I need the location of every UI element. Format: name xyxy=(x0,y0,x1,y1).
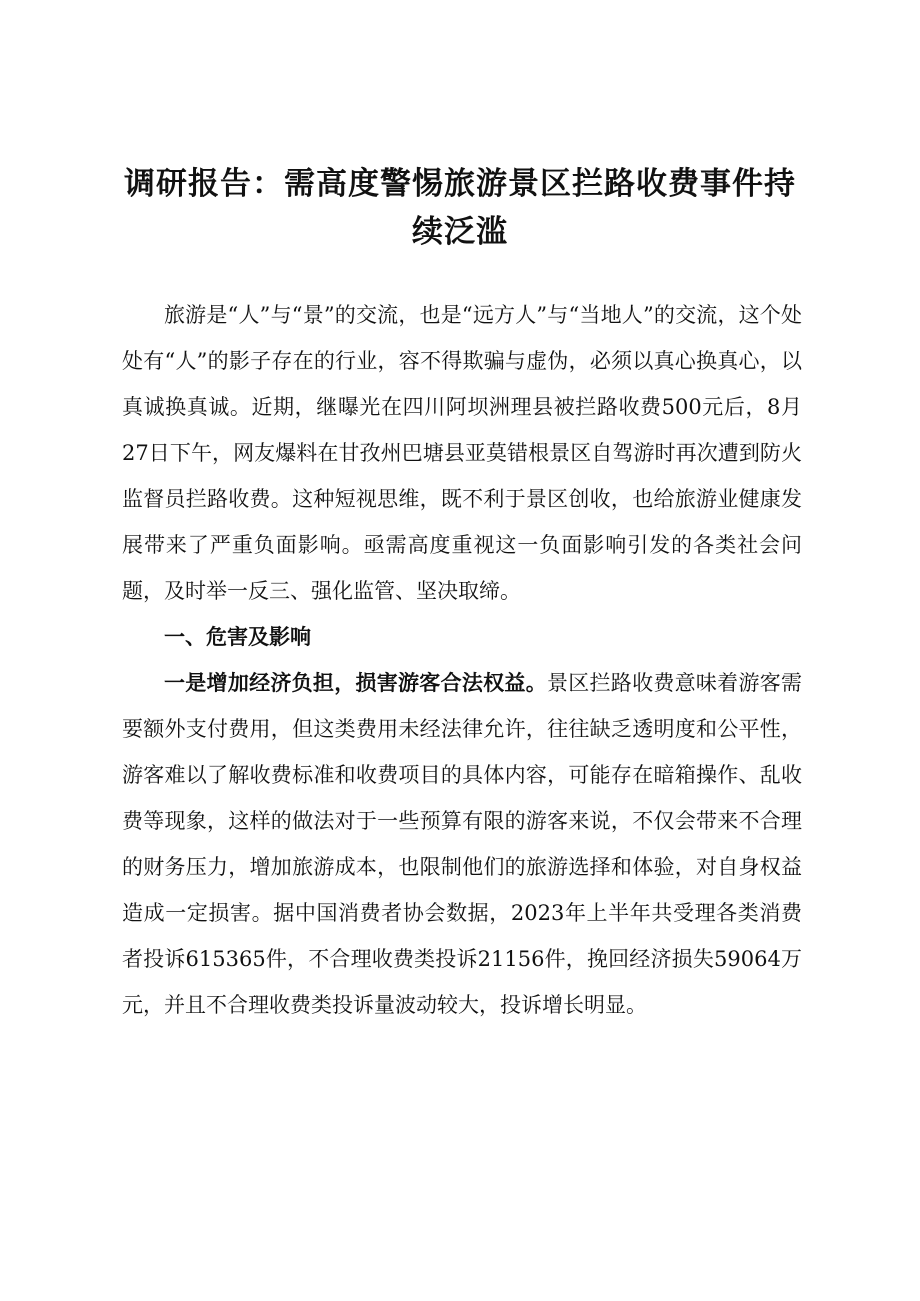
section-heading: 一、危害及影响 xyxy=(164,625,311,649)
point-body: 景区拦路收费意味着游客需要额外支付费用，但这类费用未经法律允许，往往缺乏透明度和公平性，游客难以了解收费标准和收费项目的具体内容，可能存在暗箱操作、乱收费等现象，这样的做法对于一些预算有限的游客来说，不仅会带来不合理的财务压力，增加旅游成本，也限制他们的旅游选择和体验，对自身权益造成一定损害。据中国消费者协会数据，2023年上半年共受理各类消费者投诉615365件，不合理收费类投诉21156件，挽回经济损失59064万元，并且不合理收费类投诉量波动较大，投诉增长明显。 xyxy=(122,671,803,1017)
intro-paragraph: 旅游是“人”与“景”的交流，也是“远方人”与“当地人”的交流，这个处处有“人”的影子存在的行业，容不得欺骗与虚伪，必须以真心换真心，以真诚换真诚。近期，继曝光在四川阿坝洲理县被拦路收费500元后，8月27日下午，网友爆料在甘孜州巴塘县亚莫错根景区自驾游时再次遭到防火监督员拦路收费。这种短视思维，既不利于景区创收，也给旅游业健康发展带来了严重负面影响。亟需高度重视这一负面影响引发的各类社会问题，及时举一反三、强化监管、坚决取缔。 xyxy=(122,303,802,603)
point-paragraph xyxy=(122,660,802,1028)
point-lead: 一是增加经济负担，损害游客合法权益。 xyxy=(164,671,547,695)
document-title: 调研报告：需高度警惕旅游景区拦路收费事件持续泛滥 xyxy=(124,166,796,250)
document-body xyxy=(122,292,802,1028)
